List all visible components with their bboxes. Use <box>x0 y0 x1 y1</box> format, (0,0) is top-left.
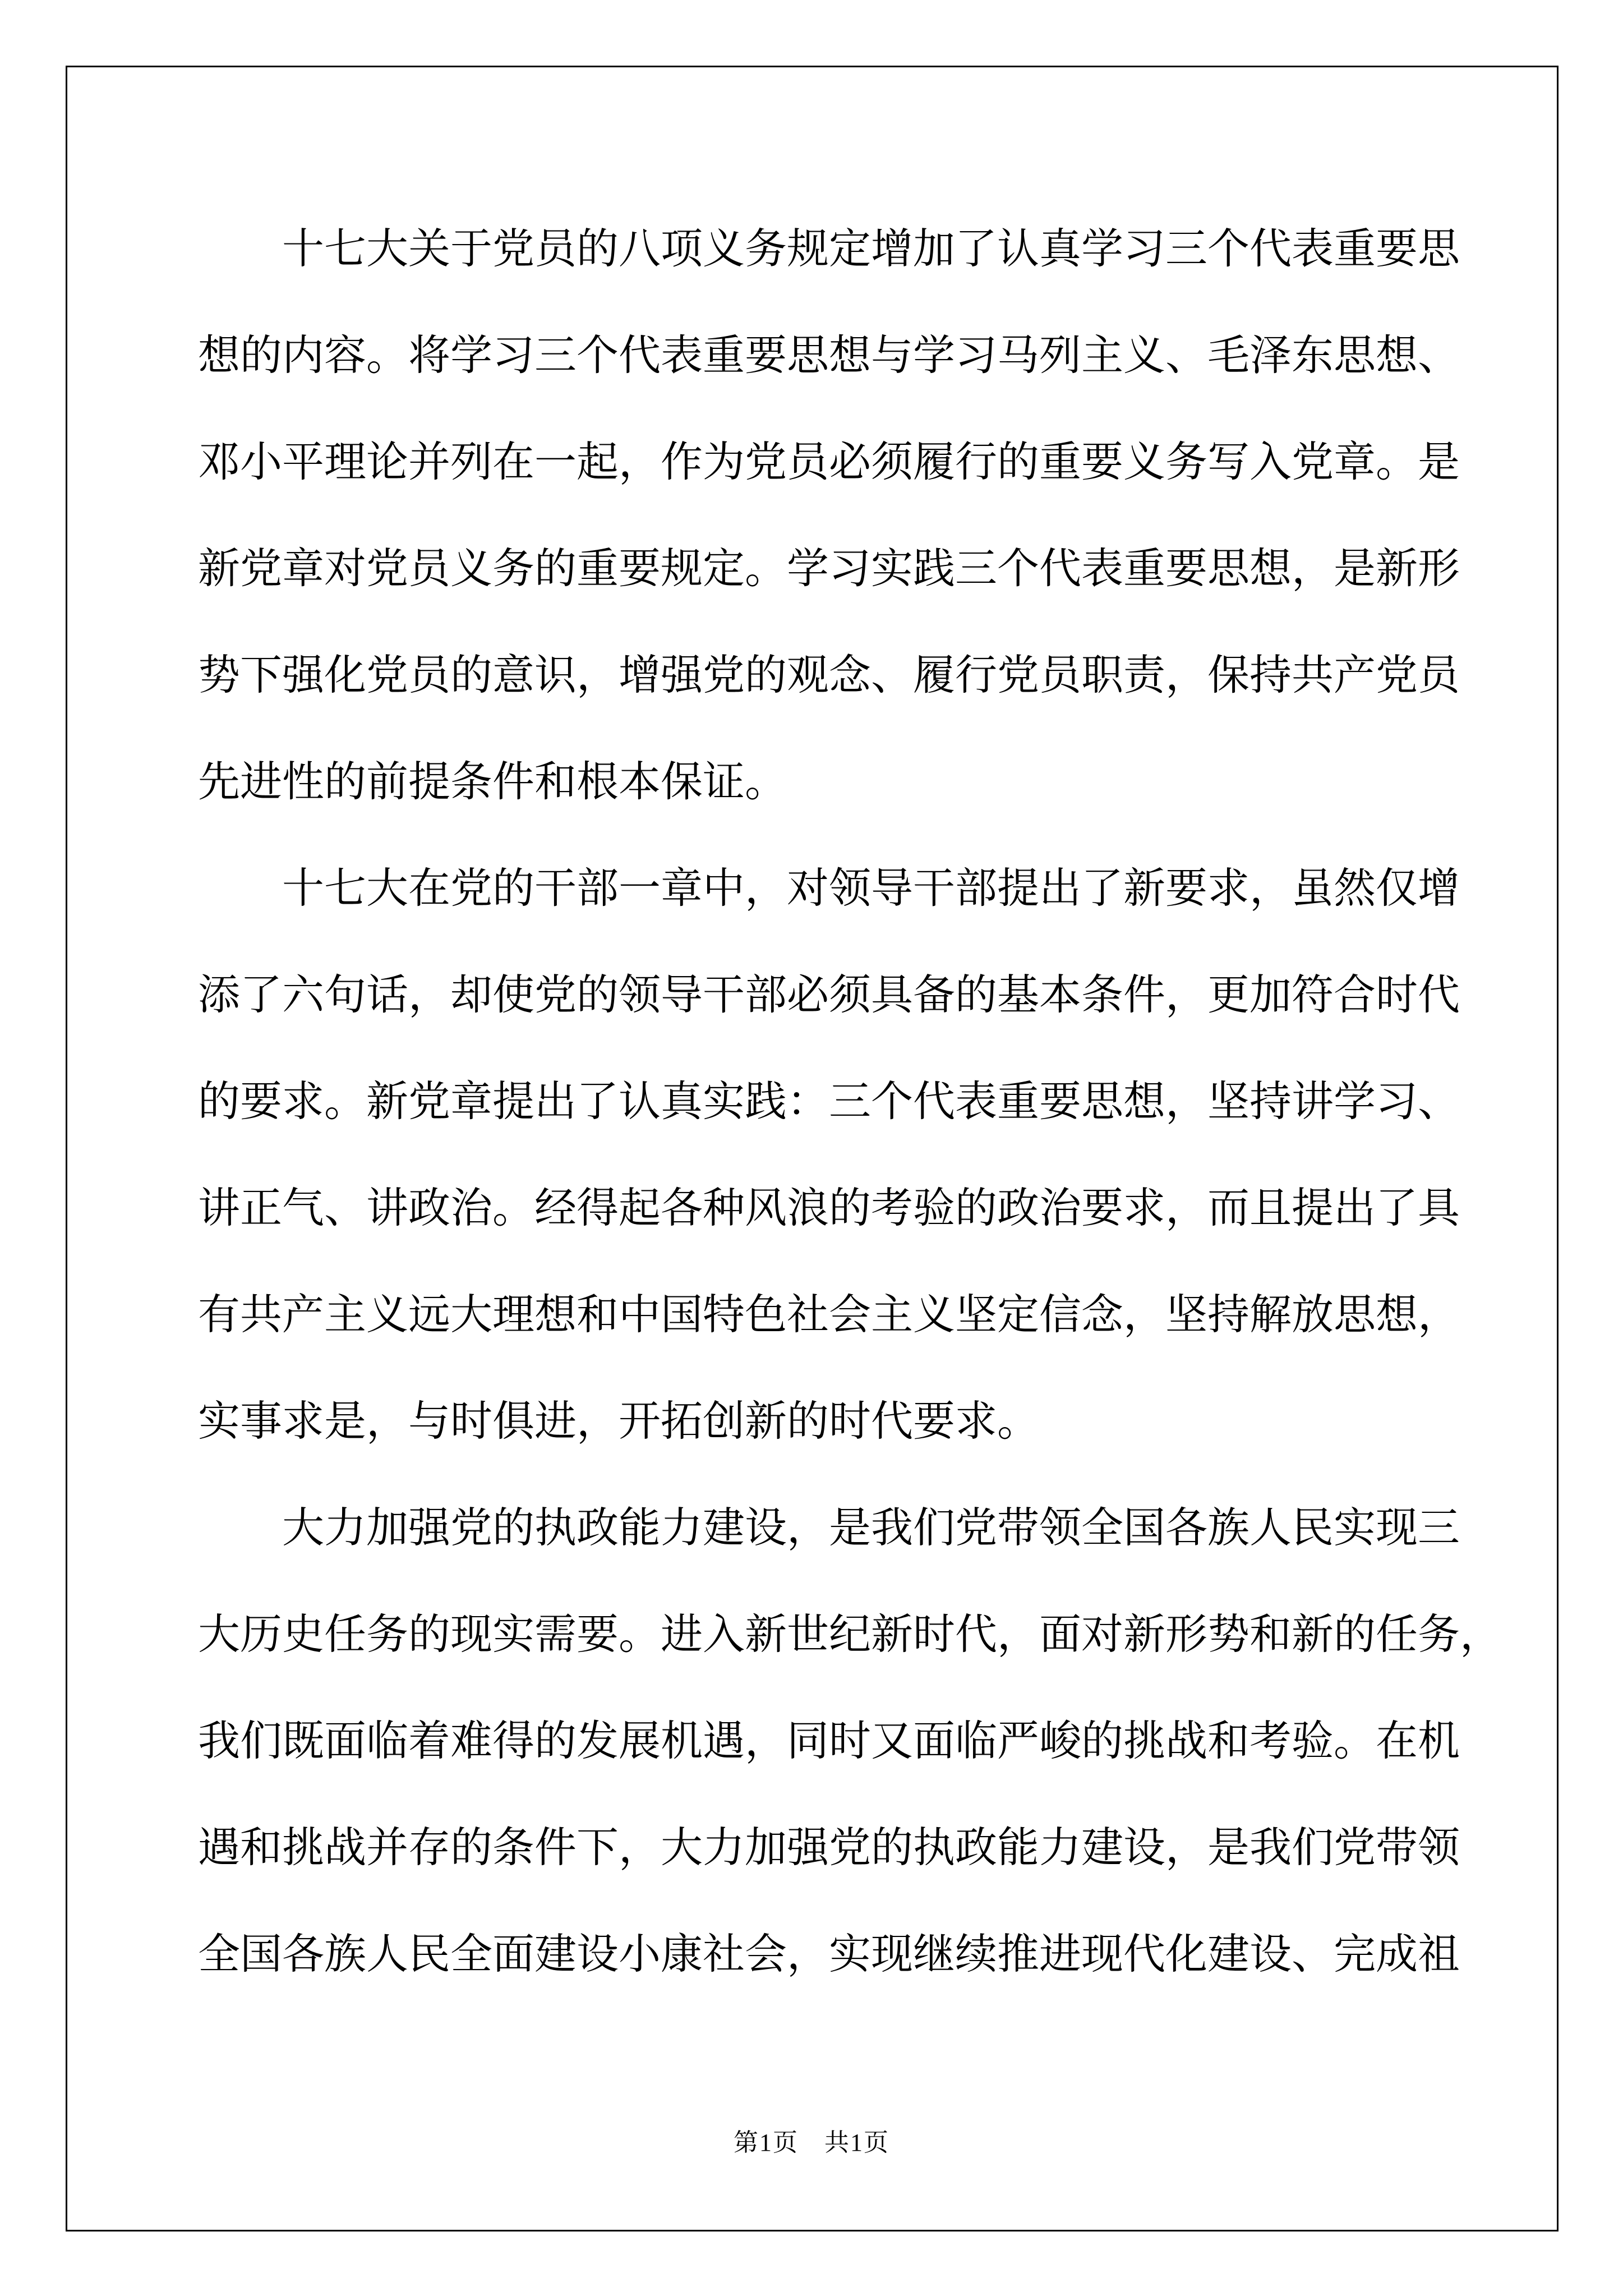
document-body-text <box>198 196 1502 2008</box>
paragraph-line: 势下强化党员的意识，增强党的观念、履行党员职责，保持共产党员 <box>198 652 1460 699</box>
paragraph-line: 添了六句话，却使党的领导干部必须具备的基本条件，更加符合时代 <box>198 972 1460 1019</box>
paragraph-line: 先进性的前提条件和根本保证。 <box>198 759 787 806</box>
paragraph-line: 遇和挑战并存的条件下，大力加强党的执政能力建设，是我们党带领 <box>198 1825 1460 1871</box>
paragraph-line: 有共产主义远大理想和中国特色社会主义坚定信念，坚持解放思想， <box>198 1292 1460 1338</box>
paragraph-line: 的要求。新党章提出了认真实践：三个代表重要思想，坚持讲学习、 <box>198 1079 1460 1125</box>
paragraph-line: 实事求是，与时俱进，开拓创新的时代要求。 <box>198 1398 1040 1445</box>
paragraph-line: 大力加强党的执政能力建设，是我们党带领全国各族人民实现三 <box>282 1505 1460 1552</box>
paragraph-line: 我们既面临着难得的发展机遇，同时又面临严峻的挑战和考验。在机 <box>198 1718 1460 1765</box>
paragraph-line: 讲正气、讲政治。经得起各种风浪的考验的政治要求，而且提出了具 <box>198 1185 1460 1232</box>
paragraph-line: 十七大在党的干部一章中，对领导干部提出了新要求，虽然仅增 <box>282 866 1460 912</box>
paragraph-line: 想的内容。将学习三个代表重要思想与学习马列主义、毛泽东思想、 <box>198 333 1460 379</box>
paragraph-line: 新党章对党员义务的重要规定。学习实践三个代表重要思想，是新形 <box>198 546 1460 592</box>
paragraph-line: 全国各族人民全面建设小康社会，实现继续推进现代化建设、完成祖 <box>198 1931 1460 1978</box>
paragraph-line: 十七大关于党员的八项义务规定增加了认真学习三个代表重要思 <box>282 226 1460 273</box>
paragraph-line: 大历史任务的现实需要。进入新世纪新时代，面对新形势和新的任务， <box>198 1612 1502 1658</box>
paragraph-line: 邓小平理论并列在一起，作为党员必须履行的重要义务写入党章。是 <box>198 439 1460 486</box>
page-number-footer: 第1页 共1页 <box>734 2129 889 2156</box>
